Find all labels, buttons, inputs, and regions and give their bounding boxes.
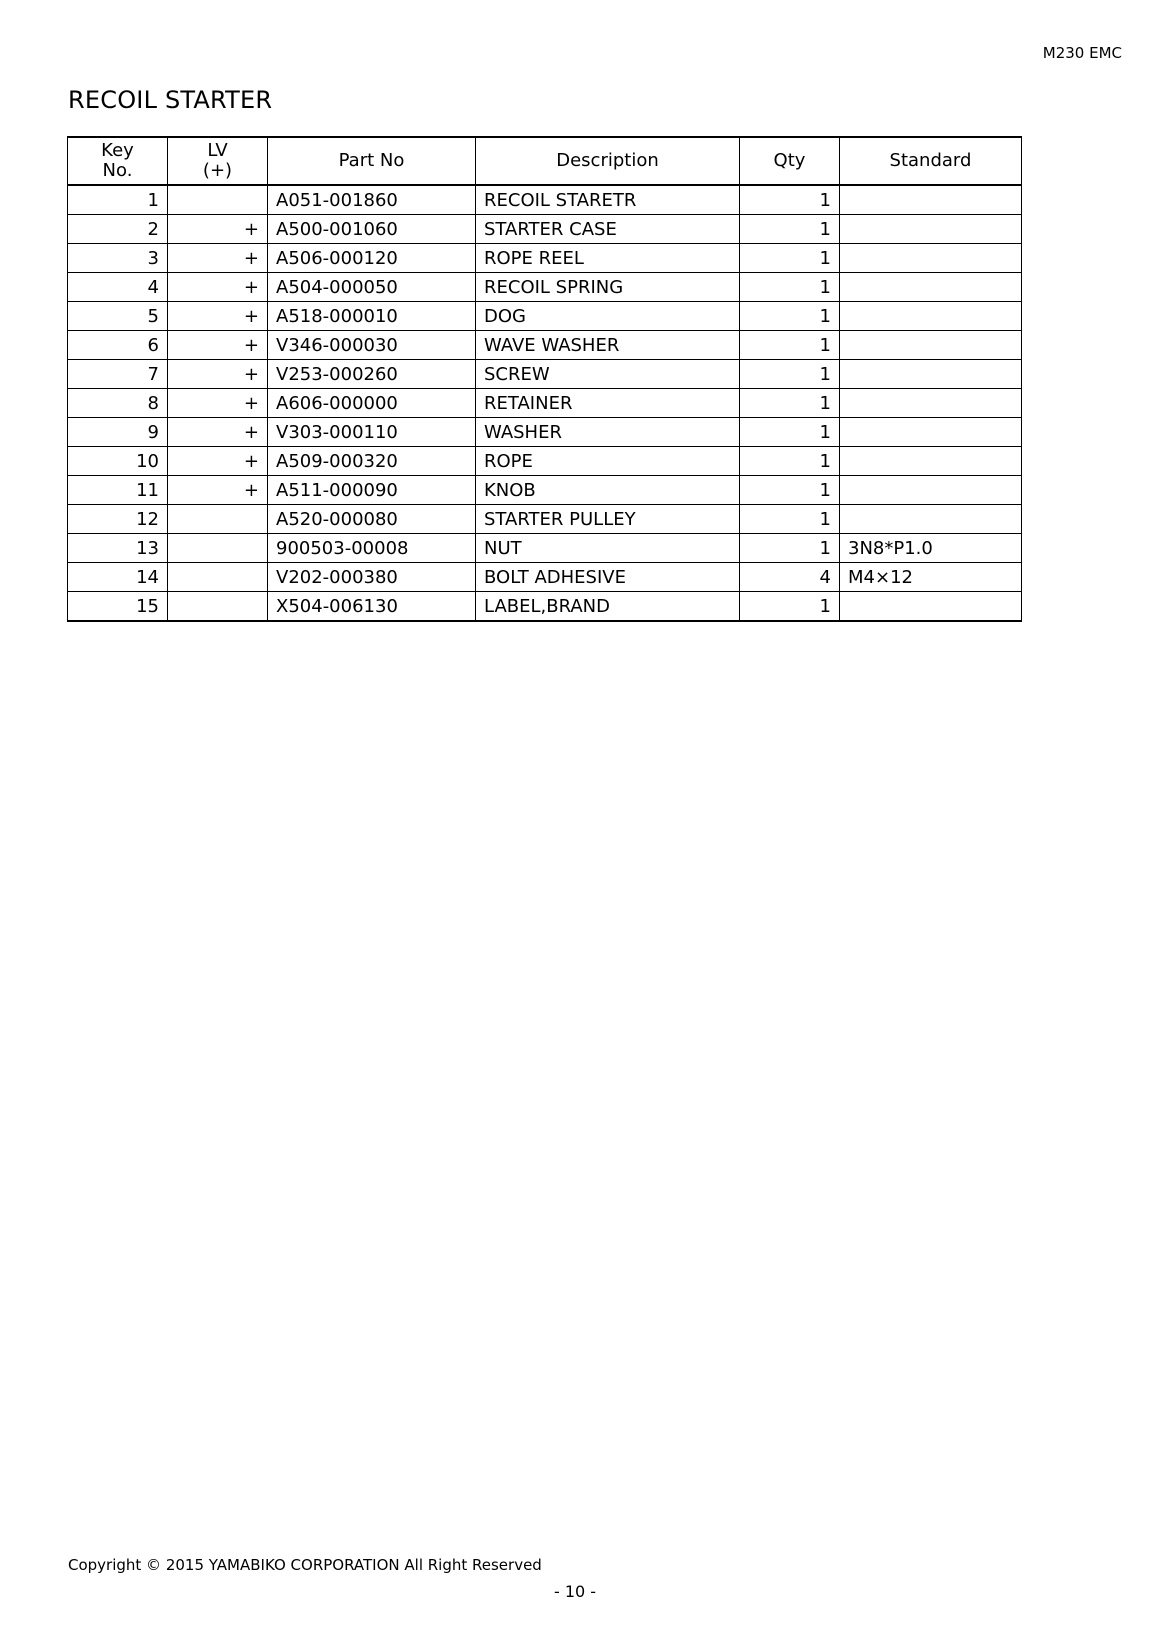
- table-row: [68, 534, 1022, 563]
- cell-lv: +: [168, 360, 268, 389]
- cell-key-no: 7: [68, 360, 168, 389]
- copyright-notice: Copyright © 2015 YAMABIKO CORPORATION All Right Reserved: [68, 1556, 542, 1574]
- cell-standard: [840, 360, 1022, 389]
- header-part-no: Part No: [268, 137, 476, 185]
- cell-part-no: 900503-00008: [268, 534, 476, 563]
- table-row: [68, 476, 1022, 505]
- cell-part-no: A520-000080: [268, 505, 476, 534]
- table-row: [68, 302, 1022, 331]
- table-row: [68, 360, 1022, 389]
- header-key-line2: No.: [102, 160, 133, 181]
- cell-qty: 1: [740, 360, 840, 389]
- cell-qty: 4: [740, 563, 840, 592]
- cell-lv: +: [168, 273, 268, 302]
- table-header-row: [68, 137, 1022, 185]
- cell-qty: 1: [740, 418, 840, 447]
- cell-key-no: 15: [68, 592, 168, 622]
- cell-part-no: X504-006130: [268, 592, 476, 622]
- cell-description: DOG: [476, 302, 740, 331]
- cell-qty: 1: [740, 505, 840, 534]
- cell-qty: 1: [740, 244, 840, 273]
- cell-qty: 1: [740, 273, 840, 302]
- cell-lv: +: [168, 244, 268, 273]
- cell-key-no: 10: [68, 447, 168, 476]
- cell-description: KNOB: [476, 476, 740, 505]
- model-label: M230 EMC: [1042, 44, 1122, 62]
- cell-qty: 1: [740, 185, 840, 215]
- page-number: - 10 -: [553, 1582, 597, 1601]
- cell-lv: +: [168, 331, 268, 360]
- cell-description: ROPE: [476, 447, 740, 476]
- cell-key-no: 5: [68, 302, 168, 331]
- cell-standard: [840, 389, 1022, 418]
- cell-part-no: A506-000120: [268, 244, 476, 273]
- cell-standard: 3N8*P1.0: [840, 534, 1022, 563]
- header-qty: Qty: [740, 137, 840, 185]
- header-key-no: [68, 137, 168, 185]
- header-standard: Standard: [840, 137, 1022, 185]
- table-row: [68, 185, 1022, 215]
- cell-standard: [840, 215, 1022, 244]
- cell-lv: [168, 185, 268, 215]
- cell-standard: [840, 302, 1022, 331]
- cell-part-no: V253-000260: [268, 360, 476, 389]
- cell-key-no: 12: [68, 505, 168, 534]
- cell-lv: +: [168, 302, 268, 331]
- cell-key-no: 13: [68, 534, 168, 563]
- cell-qty: 1: [740, 534, 840, 563]
- table-row: [68, 505, 1022, 534]
- cell-standard: [840, 476, 1022, 505]
- cell-key-no: 3: [68, 244, 168, 273]
- cell-key-no: 1: [68, 185, 168, 215]
- cell-key-no: 8: [68, 389, 168, 418]
- table-row: [68, 418, 1022, 447]
- table-row: [68, 244, 1022, 273]
- cell-description: LABEL,BRAND: [476, 592, 740, 622]
- table-row: [68, 447, 1022, 476]
- cell-lv: [168, 534, 268, 563]
- cell-key-no: 4: [68, 273, 168, 302]
- cell-part-no: V346-000030: [268, 331, 476, 360]
- cell-description: STARTER PULLEY: [476, 505, 740, 534]
- header-lv: [168, 137, 268, 185]
- cell-standard: [840, 331, 1022, 360]
- table-row: [68, 215, 1022, 244]
- cell-part-no: A051-001860: [268, 185, 476, 215]
- cell-description: BOLT ADHESIVE: [476, 563, 740, 592]
- header-lv-line1: LV: [207, 140, 228, 161]
- cell-qty: 1: [740, 331, 840, 360]
- parts-table: [67, 136, 1022, 622]
- cell-qty: 1: [740, 476, 840, 505]
- cell-lv: +: [168, 215, 268, 244]
- table-row: [68, 563, 1022, 592]
- cell-description: WASHER: [476, 418, 740, 447]
- cell-qty: 1: [740, 592, 840, 622]
- cell-qty: 1: [740, 302, 840, 331]
- cell-part-no: A511-000090: [268, 476, 476, 505]
- cell-standard: M4×12: [840, 563, 1022, 592]
- cell-description: STARTER CASE: [476, 215, 740, 244]
- cell-key-no: 9: [68, 418, 168, 447]
- cell-key-no: 6: [68, 331, 168, 360]
- cell-lv: [168, 563, 268, 592]
- cell-part-no: V303-000110: [268, 418, 476, 447]
- header-description: Description: [476, 137, 740, 185]
- cell-part-no: V202-000380: [268, 563, 476, 592]
- cell-standard: [840, 418, 1022, 447]
- parts-table-body: [68, 185, 1022, 621]
- table-row: [68, 592, 1022, 622]
- cell-description: SCREW: [476, 360, 740, 389]
- cell-standard: [840, 273, 1022, 302]
- cell-description: RETAINER: [476, 389, 740, 418]
- cell-description: ROPE REEL: [476, 244, 740, 273]
- cell-part-no: A518-000010: [268, 302, 476, 331]
- cell-standard: [840, 447, 1022, 476]
- cell-qty: 1: [740, 447, 840, 476]
- cell-description: RECOIL SPRING: [476, 273, 740, 302]
- cell-standard: [840, 592, 1022, 622]
- cell-qty: 1: [740, 389, 840, 418]
- cell-part-no: A504-000050: [268, 273, 476, 302]
- table-row: [68, 331, 1022, 360]
- cell-lv: +: [168, 447, 268, 476]
- cell-standard: [840, 185, 1022, 215]
- cell-standard: [840, 505, 1022, 534]
- table-row: [68, 273, 1022, 302]
- cell-lv: [168, 505, 268, 534]
- cell-part-no: A500-001060: [268, 215, 476, 244]
- cell-lv: [168, 592, 268, 622]
- table-row: [68, 389, 1022, 418]
- cell-key-no: 14: [68, 563, 168, 592]
- cell-description: WAVE WASHER: [476, 331, 740, 360]
- cell-lv: +: [168, 418, 268, 447]
- page-title: RECOIL STARTER: [68, 86, 273, 114]
- cell-part-no: A509-000320: [268, 447, 476, 476]
- cell-qty: 1: [740, 215, 840, 244]
- cell-lv: +: [168, 476, 268, 505]
- cell-key-no: 11: [68, 476, 168, 505]
- cell-standard: [840, 244, 1022, 273]
- cell-lv: +: [168, 389, 268, 418]
- cell-description: RECOIL STARETR: [476, 185, 740, 215]
- cell-description: NUT: [476, 534, 740, 563]
- cell-part-no: A606-000000: [268, 389, 476, 418]
- cell-key-no: 2: [68, 215, 168, 244]
- header-lv-line2: (+): [202, 160, 233, 181]
- header-key-line1: Key: [101, 140, 134, 161]
